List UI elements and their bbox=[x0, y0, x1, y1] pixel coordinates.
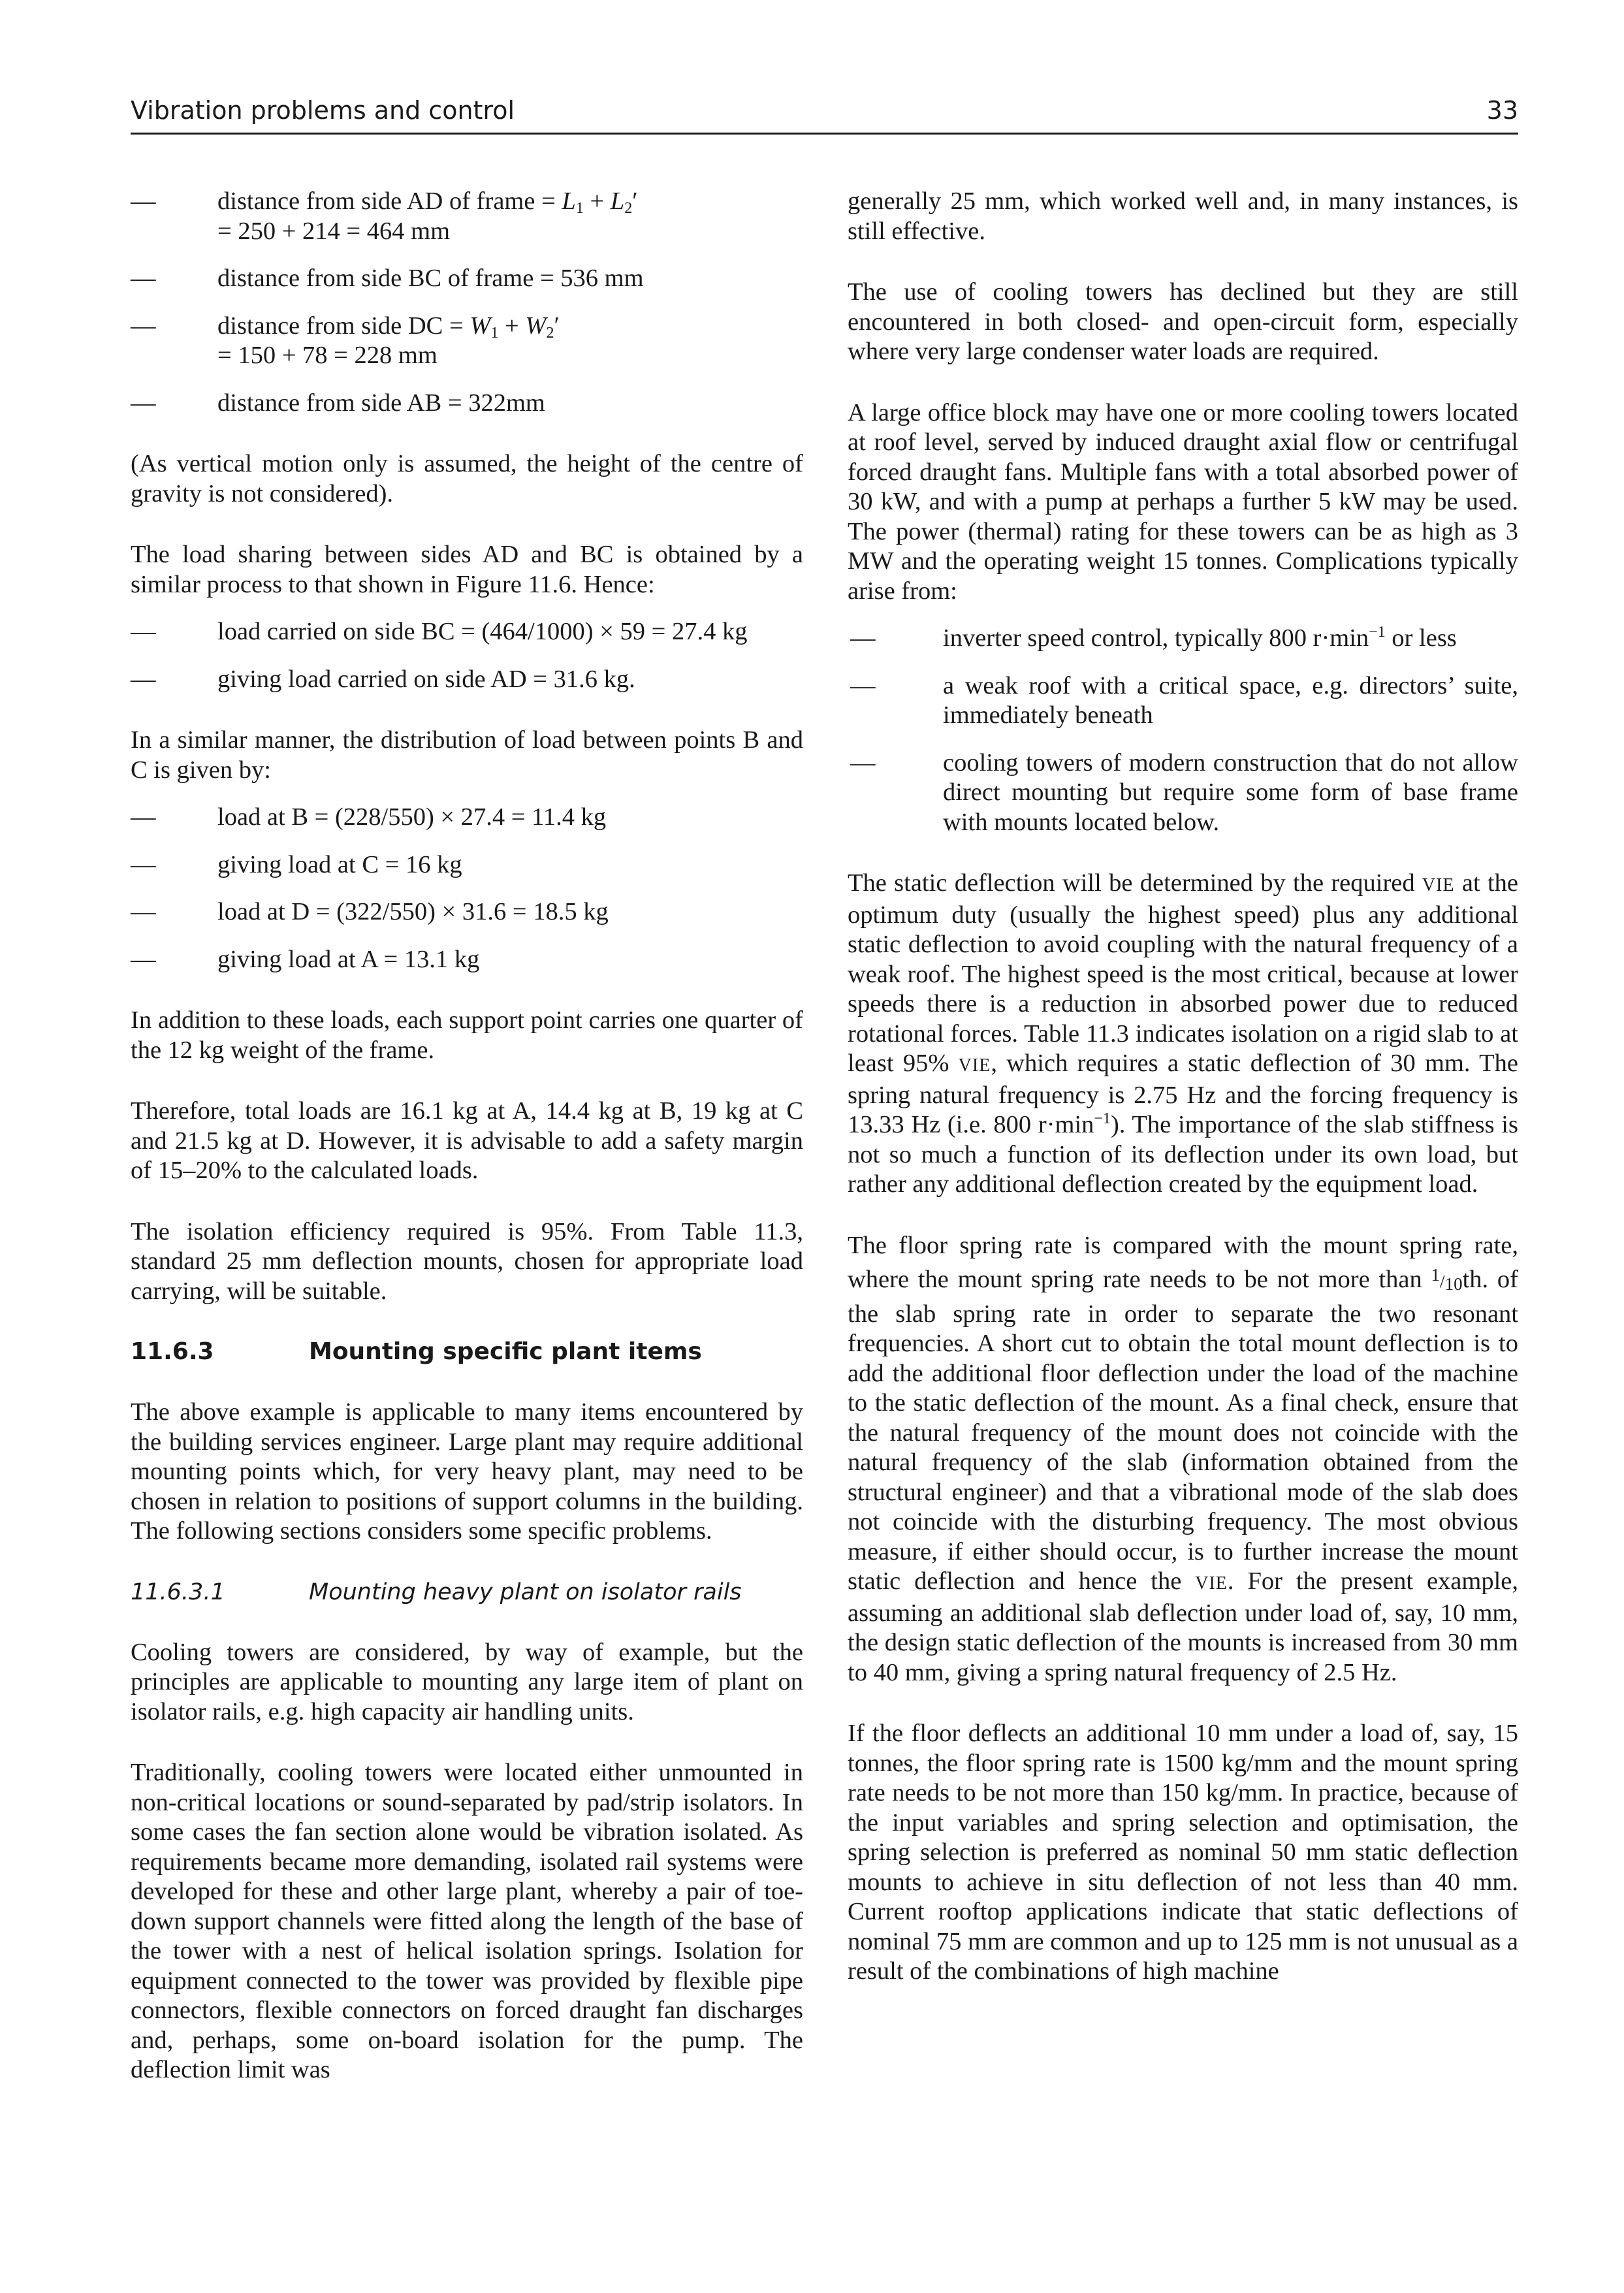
text-run: th. of the slab spring rate in order to separate the two resonant frequencies. A short cut to obtain the total mount deflection is to add the additional floor deflection under the load of the machine to the static deflection of the mount. As a final check, ensure that the natural frequency of the mount does not coincide with the natural frequency of the slab (information obtained from the structural engineer) and that a vibrational mode of the slab does not coincide with the disturbing frequency. The most obvious measure, if either should occur, is to further increase the mount static deflection and hence the bbox=[848, 1266, 1518, 1595]
paragraph: (As vertical motion only is assumed, the height of the centre of gravity is not considered). bbox=[131, 450, 803, 507]
list-item-text: distance from side AB = 322mm bbox=[217, 389, 545, 417]
list-item-text: distance from side BC of frame = 536 mm bbox=[217, 265, 644, 292]
paragraph: The load sharing between sides AD and BC is obtained by a similar process to that shown in Figure 11.6. Hence: bbox=[131, 541, 803, 598]
text-run: ). The importance of the slab stiffness is not so much a function of its deflection under its own load, but rather any additional deflection created by the equipment load. bbox=[848, 1111, 1518, 1198]
page-number: 33 bbox=[1486, 96, 1518, 125]
text-run: The floor spring rate is compared with the mount spring rate, where the mount spring rate needs to be not more than bbox=[848, 1231, 1518, 1293]
subsection-title: Mounting heavy plant on isolator rails bbox=[309, 1579, 742, 1605]
math-subscript: 2 bbox=[624, 200, 633, 217]
abbreviation-vie: VIE bbox=[1195, 1573, 1228, 1594]
list-item-text: cooling towers of modern construction that do not allow direct mounting but require some form of base frame with mounts located below. bbox=[943, 748, 1518, 836]
dash-marker: — bbox=[131, 898, 156, 925]
running-header bbox=[131, 93, 1518, 135]
paragraph: The isolation efficiency required is 95%. From Table 11.3, standard 25 mm deflection mounts, chosen for appropriate load carrying, will be suitable. bbox=[131, 1217, 803, 1305]
math-subscript: 1 bbox=[575, 200, 584, 217]
paragraph: The floor spring rate is compared with the mount spring rate, where the mount spring rate needs to be not more than $^1$/10th. of the slab spring rate in order to separate the two resonant frequencies. A short cut to obtain the total mount deflection is to add the additional floor deflection under the load of the machine to the static deflection of the mount. As a final check, ensure that the natural frequency of the mount does not coincide with the natural frequency of the slab (information obtained from the structural engineer) and that a vibrational mode of the slab does not coincide with the disturbing frequency. The most obvious measure, if either should occur, is to further increase the mount static deflection and hence the VIE. For the present example, assuming an additional slab deflection under load of, say, 10 mm, the design static deflection of the mounts is increased from 30 mm to 40 mm, giving a spring natural frequency of 2.5 Hz. bbox=[848, 1231, 1519, 1686]
list-item bbox=[131, 389, 803, 419]
list-item-text: load at B = (228/550) × 27.4 = 11.4 kg bbox=[217, 803, 607, 831]
list-item-continuation: = 250 + 214 = 464 mm bbox=[217, 217, 451, 245]
paragraph bbox=[848, 869, 1518, 1200]
text-run: . For the present example, assuming an additional slab deflection under load of, say, 10 mm, the design static deflection of the mounts is increased from 30 mm to 40 mm, giving a spring natural frequency of 2.5 Hz. bbox=[848, 1567, 1519, 1686]
dash-marker: — bbox=[131, 945, 156, 973]
list-item-text: load carried on side BC = (464/1000) × 59 = 27.4 kg bbox=[217, 618, 748, 645]
dash-marker: — bbox=[131, 803, 156, 831]
list-item-continuation: = 150 + 78 = 228 mm bbox=[217, 342, 438, 369]
abbreviation-vie: VIE bbox=[958, 1055, 991, 1076]
dash-marker: — bbox=[850, 748, 876, 777]
list-item bbox=[848, 748, 1518, 838]
text-run: at the optimum duty (usually the highest speed) plus any additional static deflection to avoid coupling with the natural frequency of a weak roof. The highest speed is the most critical, because at lower speeds there is a reduction in absorbed power due to reduced rotational forces. Table 11.3 indicates isolation on a rigid slab to at least 95% bbox=[848, 869, 1518, 1077]
section-heading bbox=[131, 1338, 803, 1366]
list-item bbox=[131, 665, 803, 695]
dash-marker: — bbox=[131, 312, 156, 340]
section-number: 11.6.3 bbox=[131, 1338, 214, 1365]
paragraph: Traditionally, cooling towers were located either unmounted in non-critical locations or sound-separated by pad/strip isolators. In some cases the fan section alone would be vibration isolated. As requirements became more demanding, isolated rail systems were developed for these and other large plant, whereby a pair of toe-down support channels were fitted along the length of the base of the tower with a nest of helical isolation springs. Isolation for equipment connected to the tower was provided by flexible pipe connectors, flexible connectors on forced draught fan discharges and, perhaps, some on-board isolation for the pump. The deflection limit was bbox=[131, 1759, 803, 2083]
math-variable: W bbox=[470, 312, 491, 340]
dash-marker: — bbox=[131, 850, 156, 878]
list-item bbox=[848, 671, 1518, 731]
math-variable: W bbox=[525, 312, 547, 340]
left-column bbox=[131, 187, 803, 2117]
list-item bbox=[131, 617, 803, 647]
math-variable: L bbox=[562, 187, 576, 215]
list-item bbox=[131, 850, 803, 880]
list-item bbox=[131, 803, 803, 833]
math-variable: L bbox=[610, 187, 625, 215]
frame-distance-list bbox=[131, 187, 803, 418]
abbreviation-vie: VIE bbox=[1422, 875, 1455, 895]
running-title: Vibration problems and control bbox=[131, 96, 515, 125]
dash-marker: — bbox=[850, 624, 876, 652]
superscript: −1 bbox=[1369, 624, 1386, 641]
math-prime: ′ bbox=[632, 187, 638, 215]
dash-marker: — bbox=[850, 671, 876, 699]
list-item-text: giving load at A = 13.1 kg bbox=[217, 945, 480, 973]
list-item-text: load at D = (322/550) × 31.6 = 18.5 kg bbox=[217, 898, 609, 925]
list-item bbox=[131, 264, 803, 294]
paragraph: In addition to these loads, each support point carries one quarter of the 12 kg weight of the frame. bbox=[131, 1006, 803, 1064]
paragraph: generally 25 mm, which worked well and, in many instances, is still effective. bbox=[848, 187, 1518, 245]
complications-list bbox=[848, 624, 1518, 837]
dash-marker: — bbox=[131, 265, 156, 292]
list-item bbox=[131, 312, 803, 371]
math-prime: ′ bbox=[554, 312, 560, 340]
dash-marker: — bbox=[131, 389, 156, 417]
list-item bbox=[131, 945, 803, 975]
dash-marker: — bbox=[131, 187, 156, 215]
dash-marker: — bbox=[131, 618, 156, 645]
paragraph: In a similar manner, the distribution of load between points B and C is given by: bbox=[131, 726, 803, 784]
paragraph: The above example is applicable to many items encountered by the building services engineer. Large plant may require additional mounting points which, for very heavy plant, may need to be chosen in relation to positions of support columns in the building. The following sections considers some specific problems. bbox=[131, 1398, 803, 1545]
paragraph: Cooling towers are considered, by way of example, but the principles are applicable to mounting any large item of plant on isolator rails, e.g. high capacity air handling units. bbox=[131, 1638, 803, 1725]
list-item-text: giving load at C = 16 kg bbox=[217, 850, 462, 878]
math-operator: + bbox=[498, 312, 526, 340]
paragraph: A large office block may have one or more cooling towers located at roof level, served by induced draught axial flow or centrifugal forced draught fans. Multiple fans with a total absorbed power of 30 kW, and with a pump at perhaps a further 5 kW may be used. The power (thermal) rating for these towers can be as high as 3 MW and the operating weight 15 tonnes. Complications typically arise from: bbox=[848, 398, 1518, 605]
text-run: , which requires a static deflection of 30 mm. The spring natural frequency is 2.75 Hz and the forcing frequency is 13.33 Hz (i.e. 800 r·min bbox=[848, 1050, 1518, 1138]
list-item-text: distance from side DC = bbox=[217, 312, 470, 340]
list-item bbox=[131, 897, 803, 927]
point-load-list bbox=[131, 803, 803, 974]
subsection-number: 11.6.3.1 bbox=[131, 1579, 225, 1605]
fraction-numerator: 1 bbox=[1431, 1265, 1441, 1285]
subsection-heading bbox=[131, 1578, 803, 1607]
list-item-text: distance from side AD of frame = bbox=[217, 187, 562, 215]
list-item bbox=[848, 624, 1518, 654]
math-subscript: 2 bbox=[546, 324, 554, 342]
superscript: −1 bbox=[1094, 1110, 1111, 1127]
list-item-text: giving load carried on side AD = 31.6 kg. bbox=[217, 665, 635, 693]
load-sharing-list bbox=[131, 617, 803, 694]
fraction-denominator: 10 bbox=[1444, 1274, 1463, 1294]
dash-marker: — bbox=[131, 665, 156, 693]
paragraph: Therefore, total loads are 16.1 kg at A, 14.4 kg at B, 19 kg at C and 21.5 kg at D. However, it is advisable to add a safety margin of 15–20% to the calculated loads. bbox=[131, 1097, 803, 1184]
list-item-text: a weak roof with a critical space, e.g. directors’ suite, immediately beneath bbox=[943, 671, 1518, 729]
section-title: Mounting specific plant items bbox=[309, 1338, 702, 1365]
list-item-text-tail: or less bbox=[1385, 624, 1457, 652]
right-column bbox=[848, 187, 1518, 2018]
paragraph: If the floor deflects an additional 10 mm under a load of, say, 15 tonnes, the floor spring rate is 1500 kg/mm and the mount spring rate needs to be not more than 150 kg/mm. In practice, because of the input variables and spring selection and optimisation, the spring selection is preferred as nominal 50 mm static deflection mounts to achieve in situ deflection of not less than 40 mm. Current rooftop applications indicate that static deflections of nominal 75 mm are common and up to 125 mm is not unusual as a result of the combinations of high machine bbox=[848, 1720, 1518, 1985]
paragraph: The use of cooling towers has declined but they are still encountered in both closed- and open-circuit form, especially where very large condenser water loads are required. bbox=[848, 278, 1518, 365]
list-item-text: inverter speed control, typically 800 r·min bbox=[943, 624, 1369, 652]
list-item bbox=[131, 187, 803, 246]
math-subscript: 1 bbox=[490, 324, 499, 342]
text-run: The static deflection will be determined by the required bbox=[848, 869, 1422, 897]
math-operator: + bbox=[583, 187, 611, 215]
